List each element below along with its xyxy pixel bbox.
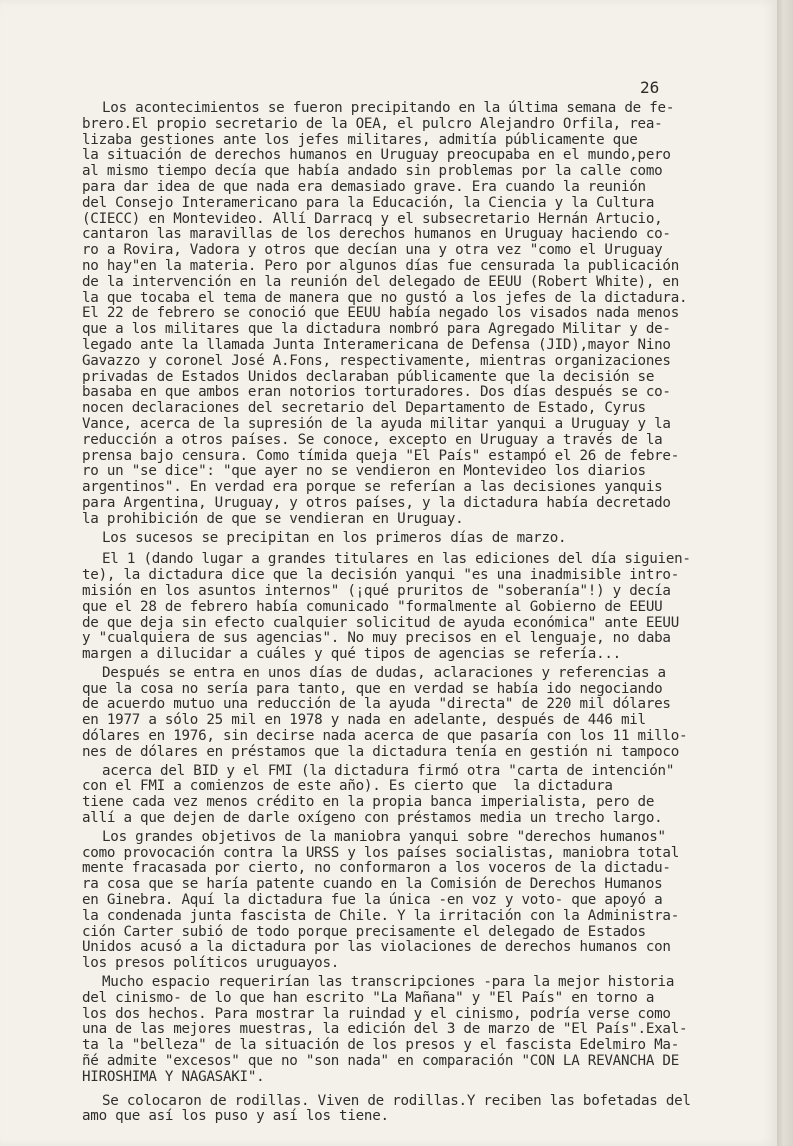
text-line: argentinos". En verdad era porque se referían a las decisiones yanquis: [82, 479, 663, 496]
text-line: Unidos acusó a la dictadura por las violaciones de derechos humanos con: [82, 939, 671, 956]
text-line: acerca del BID y el FMI (la dictadura firmó otra "carta de intención": [102, 762, 675, 779]
text-line: lizaba gestiones ante los jefes militares, admitía públicamente que: [82, 131, 638, 148]
text-line: la condenada junta fascista de Chile. Y la irritación con la Administra-: [82, 907, 679, 924]
body-text: [82, 101, 732, 1125]
text-line: te), la dictadura dice que la decisión yanqui "es una inadmisible intro-: [82, 567, 679, 584]
text-line: para dar idea de que nada era demasiado grave. Era cuando la reunión: [82, 178, 646, 195]
text-line: ra cosa que se haría patente cuando en la Comisión de Derechos Humanos: [82, 876, 663, 893]
text-line: prensa bajo censura. Como tímida queja "El País" estampó el 26 de febre-: [82, 447, 679, 464]
text-line: ñé admite "excesos" que no "son nada" en comparación "CON LA REVANCHA DE: [82, 1053, 679, 1070]
text-line: en Ginebra. Aquí la dictadura fue la única -en voz y voto- que apoyó a: [82, 892, 663, 909]
text-line: (CIECC) en Montevideo. Allí Darracq y el subsecretario Hernán Artucio,: [82, 210, 663, 227]
text-line: la que tocaba el tema de manera que no gustó a los jefes de la dictadura.: [82, 289, 688, 306]
text-line: misión en los asuntos internos" (¡qué pruritos de "soberanía"!) y decía: [82, 582, 671, 599]
paragraph: [82, 666, 732, 761]
text-line: reducción a otros países. Se conoce, excepto en Uruguay a través de la: [82, 431, 663, 448]
paragraph: [82, 531, 732, 547]
text-line: Después se entra en unos días de dudas, aclaraciones y referencias a: [102, 664, 666, 681]
text-line: HIROSHIMA Y NAGASAKI".: [82, 1068, 265, 1085]
text-line: privadas de Estados Unidos declaraban públicamente que la decisión se: [82, 368, 655, 385]
text-line: Los acontecimientos se fueron precipitando en la última semana de fe-: [102, 100, 675, 116]
text-line: de la intervención en la reunión del delegado de EEUU (Robert White), en: [82, 273, 679, 290]
text-line: como provocación contra la URSS y los países socialistas, maniobra total: [82, 844, 679, 861]
page-edge: [777, 0, 793, 1146]
text-line: la prohibición de que se vendieran en Uruguay.: [82, 510, 464, 527]
text-line: al mismo tiempo decía que había andado sin problemas por la calle como: [82, 163, 663, 180]
text-line: no hay"en la materia. Pero por algunos días fue censurada la publicación: [82, 257, 679, 274]
text-line: allí a que dejen de darle oxígeno con préstamos media un trecho largo.: [82, 810, 663, 827]
text-line: para Argentina, Uruguay, y otros países, y la dictadura había decretado: [82, 494, 671, 511]
paragraph: [82, 101, 732, 528]
text-line: Los sucesos se precipitan en los primeros días de marzo.: [102, 529, 567, 546]
paragraph: [82, 1094, 732, 1126]
text-line: Se colocaron de rodillas. Viven de rodillas.Y reciben las bofetadas del: [102, 1092, 691, 1109]
text-line: Gavazzo y coronel José A.Fons, respectivamente, mientras organizaciones: [82, 352, 671, 369]
text-line: ro a Rovira, Vadora y otros que decían una y otra vez "como el Uruguay: [82, 242, 663, 259]
text-line: cantaron las maravillas de los derechos humanos en Uruguay haciendo co-: [82, 226, 671, 243]
text-line: de que deja sin efecto cualquier solicitud de ayuda económica" ante EEUU: [82, 614, 679, 631]
paragraph: [82, 552, 732, 663]
text-line: y "cualquiera de sus agencias". No muy precisos en el lenguaje, no daba: [82, 630, 671, 647]
text-line: dólares en 1976, sin decirse nada acerca de que pasaría con los 11 millo-: [82, 728, 688, 745]
page-number: 26: [640, 78, 660, 97]
text-line: Los grandes objetivos de la maniobra yanqui sobre "derechos humanos": [102, 828, 666, 845]
text-line: que a los militares que la dictadura nombró para Agregado Militar y de-: [82, 321, 671, 338]
text-line: margen a dilucidar a cuáles y qué tipos de agencias se refería...: [82, 646, 621, 663]
text-line: Vance, acerca de la supresión de la ayuda militar yanqui a Uruguay y la: [82, 415, 671, 432]
text-line: ro un "se dice": "que ayer no se vendieron en Montevideo los diarios: [82, 463, 646, 480]
text-line: que el 28 de febrero había comunicado "formalmente al Gobierno de EEUU: [82, 598, 663, 615]
text-line: en 1977 a sólo 25 mil en 1978 y nada en adelante, después de 446 mil: [82, 712, 646, 729]
text-line: Mucho espacio requerirían las transcripciones -para la mejor historia: [102, 974, 675, 991]
text-line: ta la "belleza" de la situación de los presos y el fascista Edelmiro Ma-: [82, 1037, 679, 1054]
paragraph: [82, 764, 732, 827]
text-line: la situación de derechos humanos en Uruguay preocupaba en el mundo,pero: [82, 147, 671, 164]
text-line: brero.El propio secretario de la OEA, el pulcro Alejandro Orfila, rea-: [82, 115, 663, 132]
text-line: que la cosa no sería para tanto, que en verdad se había ido negociando: [82, 680, 663, 697]
text-line: de acuerdo mutuo una reducción de la ayuda "directa" de 220 mil dólares: [82, 696, 671, 713]
text-line: legado ante la llamada Junta Interamericana de Defensa (JID),mayor Nino: [82, 336, 671, 353]
text-line: nes de dólares en préstamos que la dictadura tenía en gestión ni tampoco: [82, 743, 679, 760]
paragraph: [82, 975, 732, 1086]
text-line: basaba en que ambos eran notorios torturadores. Dos días después se co-: [82, 384, 671, 401]
text-line: los presos políticos uruguayos.: [82, 955, 340, 972]
text-line: ción Carter subió de todo porque precisamente el delegado de Estados: [82, 923, 646, 940]
text-line: El 1 (dando lugar a grandes titulares en las ediciones del día siguien-: [102, 551, 691, 568]
text-line: El 22 de febrero se conoció que EEUU había negado los visados nada menos: [82, 305, 679, 322]
text-line: del Consejo Interamericano para la Educación, la Ciencia y la Cultura: [82, 194, 655, 211]
text-line: nocen declaraciones del secretario del Departamento de Estado, Cyrus: [82, 400, 646, 417]
paragraph: [82, 830, 732, 972]
text-line: los dos hechos. Para mostrar la ruindad y el cinismo, podría verse como: [82, 1005, 671, 1022]
text-line: mente fracasada por cierto, no conformaron a los voceros de la dictadu-: [82, 860, 671, 877]
text-line: con el FMI a comienzos de este año). Es cierto que la dictadura: [82, 778, 613, 795]
text-line: una de las mejores muestras, la edición del 3 de marzo de "El País".Exal-: [82, 1021, 688, 1038]
text-line: amo que así los puso y así los tiene.: [82, 1108, 389, 1125]
text-line: del cinismo- de lo que han escrito "La Mañana" y "El País" en torno a: [82, 989, 655, 1006]
text-line: tiene cada vez menos crédito en la propia banca imperialista, pero de: [82, 794, 655, 811]
